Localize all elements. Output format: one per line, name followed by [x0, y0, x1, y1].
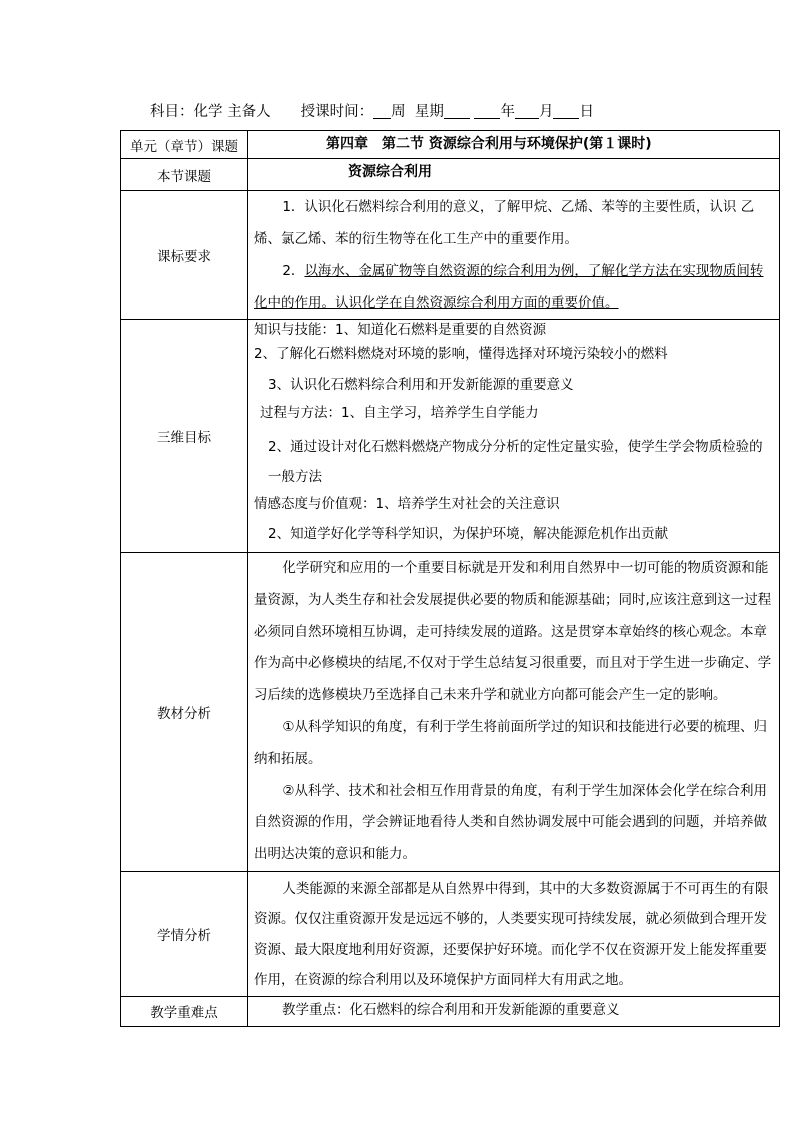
goal-line-2: 2、了解化石燃料燃烧对环境的影响，懂得选择对环境污染较小的燃料 — [254, 346, 668, 362]
month-blank[interactable] — [515, 102, 539, 119]
standard-cell — [248, 191, 780, 320]
textbook-paragraph-1: 化学研究和应用的一个重要目标就是开发和利用自然界中一切可能的物质资源和能量资源，为人类生存和社会发展提供必要的物质和能源基础；同时,应该注意到这一过程必须同自然环境相互协调，走可持续发展的道路。这是贯穿本章始终的核心观念。本章作为高中必修模块的结尾,不仅对于学生总结复习很重要，而且对于学生进一步确定、学习后续的选修模块乃至选择自己未来升学和就业方向都可能会产生一定的影响。 — [254, 560, 772, 704]
standard-paragraph-2 — [254, 255, 773, 319]
year-text: 年 — [500, 104, 515, 120]
lesson-cell — [248, 159, 780, 191]
textbook-paragraph-2: ①从科学知识的角度，有利于学生将前面所学过的知识和技能进行必要的梳理、归纳和拓展。 — [254, 718, 767, 767]
standard-paragraph-1: 1．认识化石燃料综合利用的意义，了解甲烷、乙烯、苯等的主要性质，认识 乙烯、氯乙烯、苯的衍生物等在化工生产中的重要作用。 — [254, 199, 755, 247]
goals-cell — [248, 320, 780, 553]
goal-line-1: 知识与技能：1、知道化石燃料是重要的自然资源 — [254, 322, 547, 338]
week-text: 周 — [391, 104, 406, 120]
goal-line-5: 2、通过设计对化石燃料燃烧产物成分分析的定性定量实验，使学生学会物质检验的一般方法 — [268, 439, 763, 485]
chapter-label: 单元（章节）课题 — [121, 131, 248, 159]
learning-row — [121, 871, 780, 996]
standard-p2-underlined: 以海水、金属矿物等自然资源的综合利用为例，了解化学方法在实现物质间转化中的作用。认识化学在自然资源综合利用方面的重要价值。 — [254, 263, 764, 311]
lesson-row — [121, 159, 780, 191]
chapter-row — [121, 131, 780, 159]
learning-paragraph: 人类能源的来源全部都是从自然界中得到，其中的大多数资源属于不可再生的有限资源。仅仅注重资源开发是远远不够的，人类要实现可持续发展，就必须做到合理开发资源、最大限度地利用好资源，还要保护好环境。而化学不仅在资源开发上能发挥重要作用，在资源的综合利用以及环境保护方面同样大有用武之地。 — [254, 880, 769, 989]
textbook-cell — [248, 553, 780, 872]
day-blank[interactable] — [553, 102, 579, 119]
keypoints-label: 教学重难点 — [121, 996, 248, 1026]
textbook-paragraph-3: ②从科学、技术和社会相互作用背景的角度，有利于学生加深体会化学在综合利用自然资源的作用，学会辨证地看待人类和自然协调发展中可能会遇到的问题，并培养做出明达决策的意识和能力。 — [254, 782, 767, 863]
keypoints-text: 教学重点：化石燃料的综合利用和开发新能源的重要意义 — [282, 1001, 620, 1018]
month-text: 月 — [538, 104, 554, 120]
goal-line-7: 2、知道学好化学等科学知识，为保护环境，解决能源危机作出贡献 — [268, 526, 669, 542]
year-blank[interactable] — [474, 102, 500, 119]
subject-text: 科目：化学 — [150, 104, 223, 120]
keypoints-cell — [248, 996, 780, 1026]
lesson-plan-table — [120, 130, 780, 1027]
time-label: 授课时间： — [300, 104, 374, 120]
lesson-title: 资源综合利用 — [348, 164, 432, 180]
goals-row — [121, 320, 780, 553]
learning-label: 学情分析 — [121, 871, 248, 996]
textbook-row — [121, 553, 780, 872]
day-text: 日 — [579, 104, 594, 120]
textbook-label: 教材分析 — [121, 553, 248, 872]
goals-label: 三维目标 — [121, 320, 248, 553]
week-blank[interactable] — [373, 102, 391, 119]
chapter-cell — [248, 131, 780, 159]
learning-cell — [248, 871, 780, 996]
standard-label: 课标要求 — [121, 191, 248, 320]
chapter-title: 第四章 第二节 资源综合利用与环境保护(第１课时) — [326, 136, 652, 152]
goal-line-4: 过程与方法：1、自主学习，培养学生自学能力 — [260, 405, 539, 421]
weekday-blank[interactable] — [444, 102, 470, 119]
goal-line-3: 3、认识化石燃料综合利用和开发新能源的重要意义 — [268, 377, 574, 393]
lesson-label: 本节课题 — [121, 159, 248, 191]
preparer-text: 主备人 — [227, 104, 271, 120]
goal-line-6: 情感态度与价值观：1、培养学生对社会的关注意识 — [254, 496, 560, 512]
page-header — [150, 100, 750, 124]
weekday-text: 星期 — [414, 104, 444, 120]
keypoints-row — [121, 996, 780, 1026]
standard-p2-prefix: 2． — [282, 263, 305, 279]
standard-row — [121, 191, 780, 320]
